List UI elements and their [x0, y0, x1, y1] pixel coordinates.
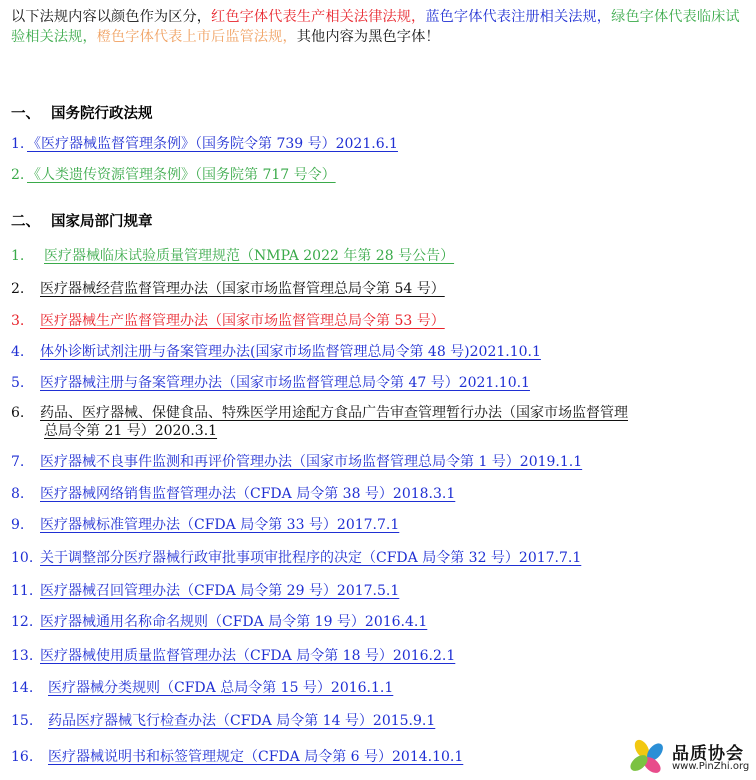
regulation-link[interactable]: 医疗器械召回管理办法（CFDA 局令第 29 号）2017.5.1: [40, 583, 400, 599]
regulation-link[interactable]: 《人类遗传资源管理条例》（国务院第 717 号令）: [27, 167, 336, 183]
watermark-name: 品质协会: [672, 744, 744, 764]
regulation-list-item: [11, 485, 741, 503]
regulation-link[interactable]: 关于调整部分医疗器械行政审批事项审批程序的决定（CFDA 局令第 32 号）2017.7.1: [40, 550, 582, 566]
item-number: 7.: [11, 454, 25, 470]
regulation-link[interactable]: 医疗器械说明书和标签管理规定（CFDA 局令第 6 号）2014.10.1: [48, 749, 464, 765]
section-number: 一、: [11, 106, 40, 122]
section-heading-department-rules: [11, 212, 153, 232]
regulation-list-item: [11, 613, 741, 631]
regulation-link-continuation[interactable]: 总局令第 21 号）2020.3.1: [44, 423, 218, 439]
regulation-list-item: [11, 343, 741, 361]
section-number: 二、: [11, 214, 40, 230]
regulation-link[interactable]: 医疗器械通用名称命名规则（CFDA 局令第 19 号）2016.4.1: [40, 614, 428, 630]
regulation-link[interactable]: 医疗器械生产监督管理办法（国家市场监督管理总局令第 53 号）: [40, 313, 445, 329]
item-number: 12.: [11, 614, 34, 630]
regulation-list-item: [11, 404, 741, 440]
item-number: 1.: [11, 248, 25, 264]
regulation-link[interactable]: 《医疗器械监督管理条例》（国务院令第 739 号）2021.6.1: [27, 136, 398, 152]
item-number: 6.: [11, 405, 25, 421]
regulation-list-item: [11, 453, 741, 471]
item-number: 1.: [11, 136, 25, 152]
regulation-link[interactable]: 体外诊断试剂注册与备案管理办法(国家市场监督管理总局令第 48 号)2021.10.1: [40, 344, 541, 360]
regulation-list-item: [11, 549, 741, 567]
intro-red-legend: 红色字体代表生产相关法律法规，: [211, 9, 426, 25]
watermark-logo: [628, 733, 754, 779]
item-number: 2.: [11, 281, 25, 297]
item-number: 3.: [11, 313, 25, 329]
regulation-list-item: [11, 280, 741, 298]
regulation-list-item: [11, 135, 741, 153]
regulation-link[interactable]: 医疗器械标准管理办法（CFDA 局令第 33 号）2017.7.1: [40, 517, 400, 533]
pinwheel-logo-icon: [628, 737, 668, 777]
regulation-link[interactable]: 医疗器械使用质量监督管理办法（CFDA 局令第 18 号）2016.2.1: [40, 648, 456, 664]
regulation-list-item: [11, 374, 741, 392]
item-number: 2.: [11, 167, 25, 183]
regulation-list-item: [11, 582, 741, 600]
item-number: 10.: [11, 550, 34, 566]
regulation-link[interactable]: 医疗器械经营监督管理办法（国家市场监督管理总局令第 54 号）: [40, 281, 445, 297]
regulation-list-item: [11, 312, 741, 330]
section-heading-state-council: [11, 104, 153, 124]
item-number: 11.: [11, 583, 34, 599]
item-number: 14.: [11, 680, 34, 696]
item-number: 9.: [11, 517, 25, 533]
section-title: 国务院行政法规: [51, 106, 153, 122]
intro-green-legend: 绿色字体代表临床试验相关法规，: [11, 9, 740, 45]
regulation-link[interactable]: 医疗器械不良事件监测和再评价管理办法（国家市场监督管理总局令第 1 号）2019.1.1: [40, 454, 583, 470]
item-number: 15.: [11, 713, 34, 729]
regulation-list-item: [11, 712, 741, 730]
item-number: 16.: [11, 749, 34, 765]
intro-suffix: 其他内容为黑色字体！: [296, 29, 440, 45]
regulation-list-item: [11, 516, 741, 534]
intro-prefix: 以下法规内容以颜色作为区分，: [11, 9, 212, 25]
intro-blue-legend: 蓝色字体代表注册相关法规，: [425, 9, 612, 25]
regulation-link[interactable]: 药品、医疗器械、保健食品、特殊医学用途配方食品广告审查管理暂行办法（国家市场监督管理: [40, 405, 628, 421]
regulation-link[interactable]: 医疗器械临床试验质量管理规范（NMPA 2022 年第 28 号公告）: [44, 248, 455, 264]
regulation-list-item: [11, 647, 741, 665]
regulation-link[interactable]: 医疗器械注册与备案管理办法（国家市场监督管理总局令第 47 号）2021.10.1: [40, 375, 530, 391]
section-title: 国家局部门规章: [51, 214, 153, 230]
regulation-list-item: [11, 679, 741, 697]
regulation-link[interactable]: 医疗器械分类规则（CFDA 总局令第 15 号）2016.1.1: [48, 680, 394, 696]
item-number: 5.: [11, 375, 25, 391]
item-number: 4.: [11, 344, 25, 360]
item-number: 8.: [11, 486, 25, 502]
regulation-list-item: [11, 166, 741, 184]
regulation-link[interactable]: 药品医疗器械飞行检查办法（CFDA 局令第 14 号）2015.9.1: [48, 713, 436, 729]
intro-paragraph: [11, 7, 741, 47]
intro-orange-legend: 橙色字体代表上市后监管法规，: [96, 29, 297, 45]
regulation-link[interactable]: 医疗器械网络销售监督管理办法（CFDA 局令第 38 号）2018.3.1: [40, 486, 456, 502]
regulation-list-item: [11, 247, 741, 265]
watermark-url: www.PinZhi.org: [672, 761, 750, 772]
item-number: 13.: [11, 648, 34, 664]
